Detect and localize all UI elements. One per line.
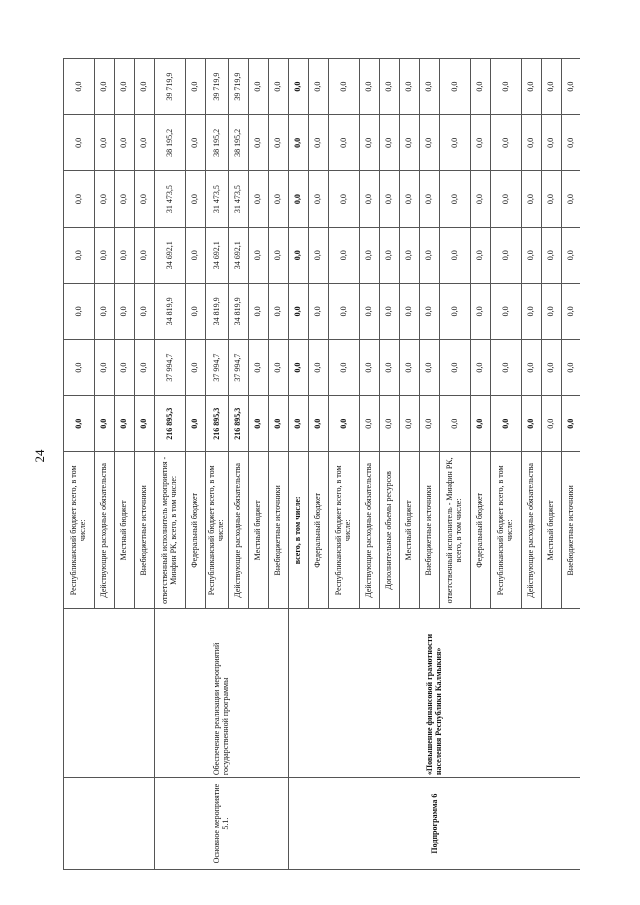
value-cell: 0,0	[115, 227, 135, 283]
value-cell: 0,0	[289, 171, 309, 227]
value-cell: 0,0	[249, 227, 269, 283]
value-cell: 0,0	[289, 339, 309, 395]
value-cell: 0,0	[542, 339, 562, 395]
value-cell: 0,0	[522, 171, 542, 227]
funding-source-cell: Федеральный бюджет	[309, 452, 329, 609]
value-cell: 0,0	[471, 171, 491, 227]
funding-source-cell: Действующие расходные обязательства	[229, 452, 249, 609]
value-cell: 0,0	[135, 339, 155, 395]
value-cell: 0,0	[309, 339, 329, 395]
value-cell: 0,0	[95, 115, 115, 171]
value-cell: 0,0	[400, 171, 420, 227]
value-cell: 0,0	[249, 115, 269, 171]
value-cell: 0,0	[542, 115, 562, 171]
value-cell: 34 692,1	[206, 227, 229, 283]
value-cell: 0,0	[491, 171, 522, 227]
value-cell: 0,0	[420, 59, 440, 115]
value-cell: 0,0	[329, 115, 360, 171]
value-cell: 0,0	[420, 115, 440, 171]
funding-source-cell: ответственный исполнитель - Минфин РК, всего, в том числе:	[440, 452, 471, 609]
value-cell: 0,0	[186, 339, 206, 395]
table-row	[155, 59, 186, 870]
value-cell: 0,0	[471, 59, 491, 115]
value-cell: 0,0	[542, 283, 562, 339]
funding-source-cell: Федеральный бюджет	[471, 452, 491, 609]
table-row	[64, 59, 95, 870]
value-cell: 0,0	[562, 171, 581, 227]
funding-source-cell: Дополнительные объемы ресурсов	[380, 452, 400, 609]
value-cell: 0,0	[360, 283, 380, 339]
value-cell: 0,0	[420, 171, 440, 227]
value-cell: 0,0	[95, 339, 115, 395]
funding-source-cell: Внебюджетные источники	[420, 452, 440, 609]
value-cell: 0,0	[186, 396, 206, 452]
value-cell: 0,0	[360, 339, 380, 395]
value-cell: 0,0	[309, 59, 329, 115]
value-cell: 0,0	[186, 115, 206, 171]
subprogram-name-cell: «Повышение финансовой грамотности населения Республики Калмыкия»	[289, 609, 581, 778]
value-cell: 0,0	[400, 115, 420, 171]
table-viewport	[63, 58, 580, 870]
value-cell: 0,0	[64, 59, 95, 115]
funding-source-cell: Действующие расходные обязательства	[522, 452, 542, 609]
value-cell: 34 692,1	[155, 227, 186, 283]
value-cell: 0,0	[269, 59, 289, 115]
value-cell: 0,0	[440, 171, 471, 227]
value-cell: 0,0	[95, 59, 115, 115]
value-cell: 0,0	[360, 59, 380, 115]
value-cell: 0,0	[309, 396, 329, 452]
value-cell: 0,0	[249, 283, 269, 339]
funding-source-cell: Местный бюджет	[249, 452, 269, 609]
value-cell: 0,0	[491, 339, 522, 395]
program-code-cell: Основное мероприятие 5.1.	[155, 778, 289, 870]
value-cell: 0,0	[400, 227, 420, 283]
value-cell: 0,0	[380, 283, 400, 339]
value-cell: 0,0	[269, 227, 289, 283]
value-cell: 0,0	[522, 59, 542, 115]
value-cell: 0,0	[491, 283, 522, 339]
value-cell: 0,0	[491, 115, 522, 171]
value-cell: 0,0	[329, 283, 360, 339]
value-cell: 0,0	[269, 339, 289, 395]
value-cell: 0,0	[491, 396, 522, 452]
value-cell: 0,0	[542, 59, 562, 115]
value-cell: 38 195,2	[206, 115, 229, 171]
name-cell-blank	[64, 609, 155, 778]
value-cell: 37 994,7	[206, 339, 229, 395]
value-cell: 0,0	[95, 396, 115, 452]
value-cell: 39 719,9	[155, 59, 186, 115]
value-cell: 0,0	[522, 339, 542, 395]
value-cell: 0,0	[249, 171, 269, 227]
value-cell: 0,0	[562, 396, 581, 452]
value-cell: 0,0	[522, 115, 542, 171]
funding-source-cell: Внебюджетные источники	[562, 452, 581, 609]
value-cell: 0,0	[360, 227, 380, 283]
value-cell: 0,0	[471, 396, 491, 452]
value-cell: 0,0	[380, 339, 400, 395]
value-cell: 0,0	[420, 283, 440, 339]
value-cell: 0,0	[64, 283, 95, 339]
value-cell: 0,0	[329, 59, 360, 115]
value-cell: 0,0	[542, 171, 562, 227]
value-cell: 0,0	[186, 59, 206, 115]
value-cell: 0,0	[471, 283, 491, 339]
value-cell: 0,0	[440, 339, 471, 395]
funding-source-cell: Федеральный бюджет	[186, 452, 206, 609]
value-cell: 0,0	[522, 283, 542, 339]
value-cell: 216 895,3	[206, 396, 229, 452]
funding-source-cell: Республиканский бюджет всего, в том числе:	[329, 452, 360, 609]
value-cell: 0,0	[249, 59, 269, 115]
value-cell: 0,0	[249, 396, 269, 452]
value-cell: 0,0	[249, 339, 269, 395]
value-cell: 0,0	[95, 283, 115, 339]
value-cell: 0,0	[186, 283, 206, 339]
value-cell: 0,0	[64, 115, 95, 171]
value-cell: 0,0	[420, 227, 440, 283]
funding-source-cell: Местный бюджет	[542, 452, 562, 609]
value-cell: 0,0	[115, 396, 135, 452]
value-cell: 0,0	[440, 115, 471, 171]
value-cell: 0,0	[400, 59, 420, 115]
value-cell: 0,0	[380, 227, 400, 283]
value-cell: 0,0	[329, 227, 360, 283]
value-cell: 0,0	[64, 171, 95, 227]
value-cell: 0,0	[491, 59, 522, 115]
value-cell: 0,0	[135, 59, 155, 115]
funding-source-cell: всего, в том числе:	[289, 452, 309, 609]
value-cell: 0,0	[440, 59, 471, 115]
value-cell: 0,0	[360, 115, 380, 171]
value-cell: 0,0	[269, 115, 289, 171]
value-cell: 0,0	[420, 339, 440, 395]
value-cell: 0,0	[135, 171, 155, 227]
value-cell: 0,0	[562, 339, 581, 395]
value-cell: 0,0	[309, 283, 329, 339]
value-cell: 0,0	[289, 283, 309, 339]
value-cell: 31 473,5	[206, 171, 229, 227]
program-cell-blank	[64, 778, 155, 870]
value-cell: 216 895,3	[229, 396, 249, 452]
funding-source-cell: Действующие расходные обязательства	[360, 452, 380, 609]
value-cell: 0,0	[115, 59, 135, 115]
funding-source-cell: Местный бюджет	[115, 452, 135, 609]
value-cell: 0,0	[186, 227, 206, 283]
value-cell: 0,0	[289, 115, 309, 171]
value-cell: 0,0	[289, 227, 309, 283]
value-cell: 0,0	[309, 115, 329, 171]
value-cell: 0,0	[135, 115, 155, 171]
funding-source-cell: Внебюджетные источники	[269, 452, 289, 609]
value-cell: 0,0	[471, 115, 491, 171]
value-cell: 0,0	[64, 227, 95, 283]
value-cell: 34 819,9	[155, 283, 186, 339]
value-cell: 0,0	[329, 339, 360, 395]
funding-source-cell: Действующие расходные обязательства	[95, 452, 115, 609]
value-cell: 0,0	[115, 339, 135, 395]
value-cell: 0,0	[380, 115, 400, 171]
value-cell: 216 895,3	[155, 396, 186, 452]
value-cell: 0,0	[64, 396, 95, 452]
value-cell: 39 719,9	[229, 59, 249, 115]
value-cell: 0,0	[562, 115, 581, 171]
funding-source-cell: Местный бюджет	[400, 452, 420, 609]
value-cell: 0,0	[289, 396, 309, 452]
value-cell: 0,0	[64, 339, 95, 395]
value-cell: 0,0	[380, 59, 400, 115]
value-cell: 0,0	[400, 339, 420, 395]
value-cell: 0,0	[522, 227, 542, 283]
value-cell: 0,0	[380, 396, 400, 452]
funding-source-cell: Республиканский бюджет всего, в том числе:	[206, 452, 229, 609]
value-cell: 39 719,9	[206, 59, 229, 115]
value-cell: 0,0	[309, 227, 329, 283]
value-cell: 0,0	[329, 171, 360, 227]
value-cell: 0,0	[115, 283, 135, 339]
value-cell: 0,0	[471, 339, 491, 395]
value-cell: 0,0	[400, 283, 420, 339]
value-cell: 31 473,5	[155, 171, 186, 227]
value-cell: 31 473,5	[229, 171, 249, 227]
value-cell: 0,0	[440, 227, 471, 283]
value-cell: 37 994,7	[155, 339, 186, 395]
value-cell: 0,0	[542, 227, 562, 283]
value-cell: 37 994,7	[229, 339, 249, 395]
value-cell: 0,0	[269, 171, 289, 227]
subprogram-code-cell: Подпрограмма 6	[289, 778, 581, 870]
value-cell: 0,0	[522, 396, 542, 452]
value-cell: 0,0	[380, 171, 400, 227]
value-cell: 0,0	[115, 115, 135, 171]
budget-table	[63, 58, 580, 870]
value-cell: 34 692,1	[229, 227, 249, 283]
funding-source-cell: ответственный исполнитель мероприятия - Минфин РК, всего, в том числе:	[155, 452, 186, 609]
value-cell: 0,0	[440, 283, 471, 339]
value-cell: 0,0	[269, 396, 289, 452]
value-cell: 0,0	[115, 171, 135, 227]
value-cell: 38 195,2	[155, 115, 186, 171]
value-cell: 0,0	[440, 396, 471, 452]
value-cell: 0,0	[95, 227, 115, 283]
value-cell: 0,0	[542, 396, 562, 452]
value-cell: 0,0	[309, 171, 329, 227]
funding-source-cell: Внебюджетные источники	[135, 452, 155, 609]
value-cell: 0,0	[471, 227, 491, 283]
value-cell: 0,0	[95, 171, 115, 227]
value-cell: 0,0	[420, 396, 440, 452]
value-cell: 38 195,2	[229, 115, 249, 171]
value-cell: 0,0	[491, 227, 522, 283]
value-cell: 0,0	[400, 396, 420, 452]
table-row	[289, 59, 309, 870]
value-cell: 0,0	[269, 283, 289, 339]
value-cell: 0,0	[135, 396, 155, 452]
value-cell: 0,0	[186, 171, 206, 227]
value-cell: 34 819,9	[206, 283, 229, 339]
value-cell: 0,0	[360, 396, 380, 452]
value-cell: 0,0	[562, 227, 581, 283]
funding-source-cell: Республиканский бюджет всего, в том числе:	[64, 452, 95, 609]
program-name-cell: Обеспечение реализации мероприятий государственной программы	[155, 609, 289, 778]
funding-source-cell: Республиканский бюджет всего, в том числе:	[491, 452, 522, 609]
rotated-table-container	[63, 58, 580, 870]
value-cell: 0,0	[135, 283, 155, 339]
value-cell: 34 819,9	[229, 283, 249, 339]
value-cell: 0,0	[562, 283, 581, 339]
value-cell: 0,0	[289, 59, 309, 115]
value-cell: 0,0	[360, 171, 380, 227]
value-cell: 0,0	[135, 227, 155, 283]
value-cell: 0,0	[562, 59, 581, 115]
value-cell: 0,0	[329, 396, 360, 452]
page-number: 24	[32, 449, 47, 463]
